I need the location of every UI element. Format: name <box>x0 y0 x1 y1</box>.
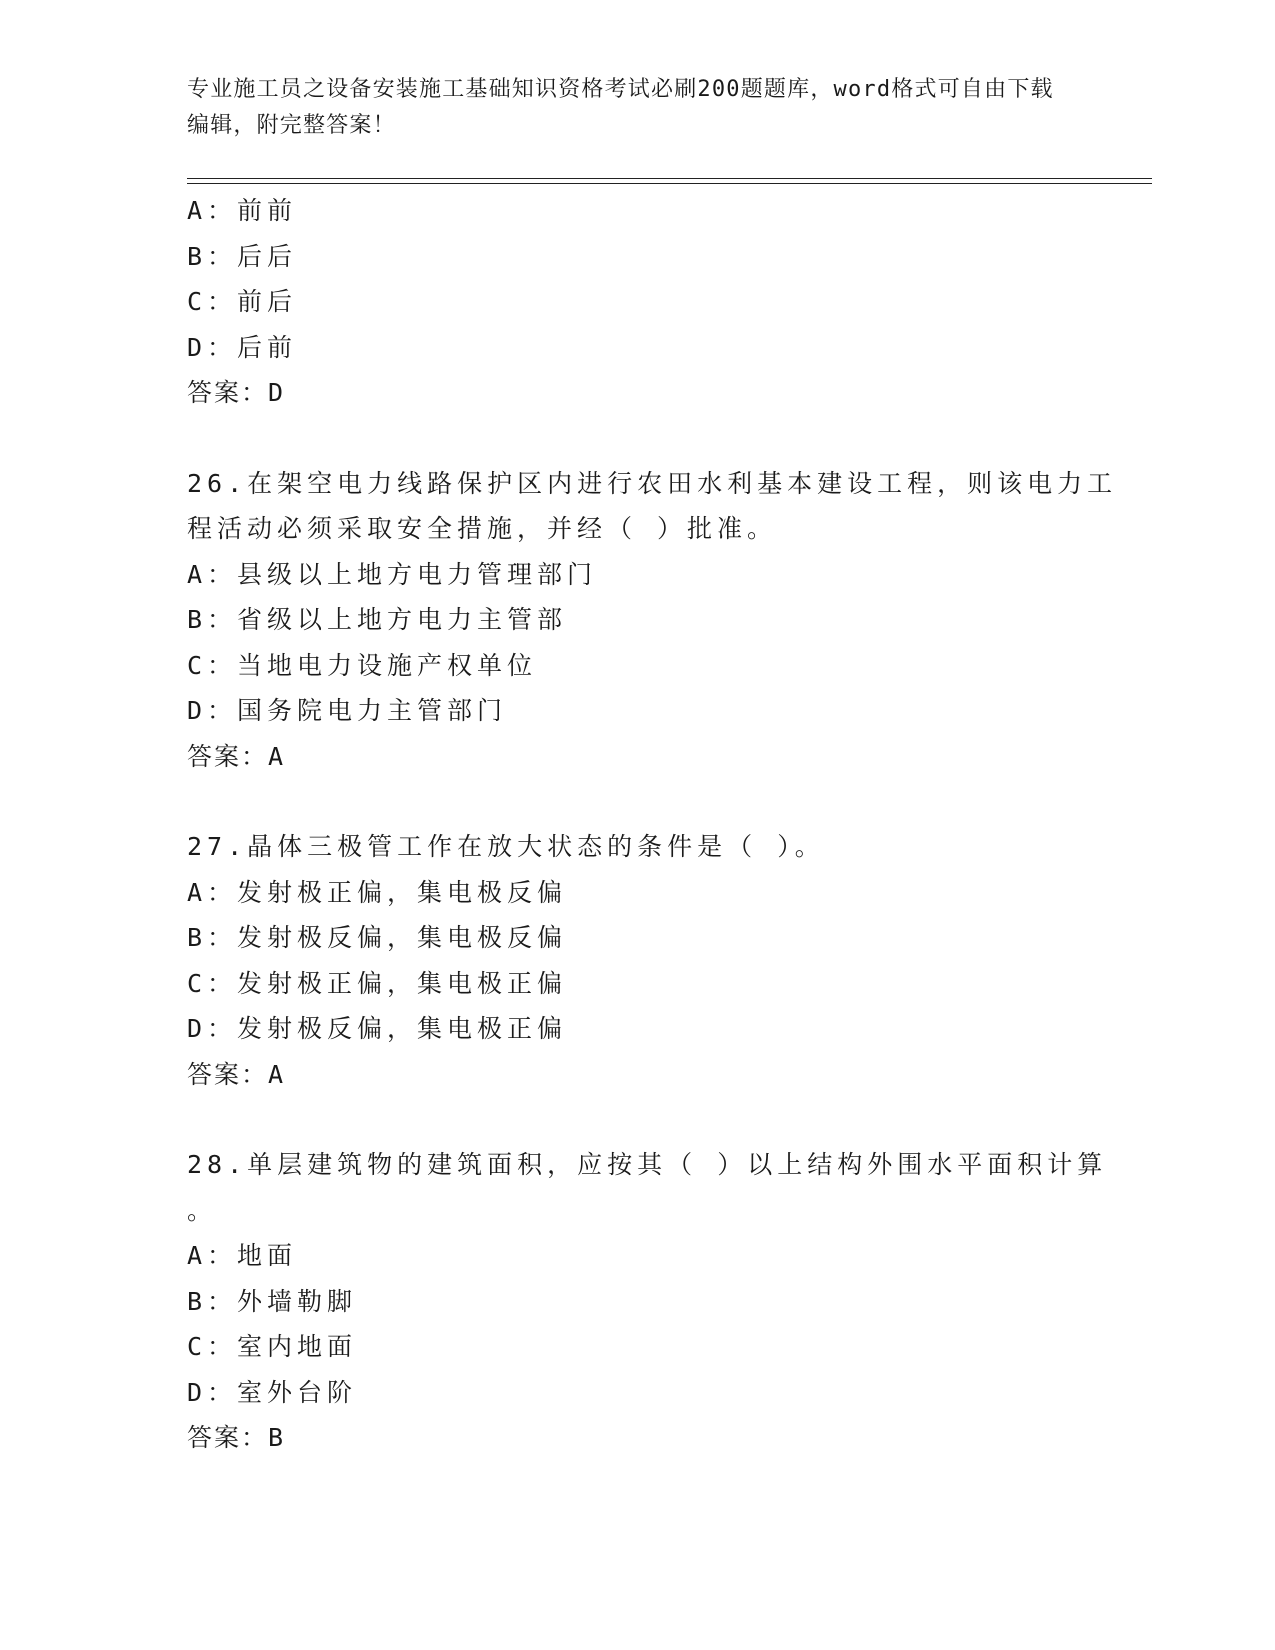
question-block <box>187 1142 1108 1461</box>
header-divider-bottom <box>187 183 1152 184</box>
question-stem: 。 <box>187 1195 218 1225</box>
header-divider-top <box>187 178 1152 179</box>
option-b: B：外墙勒脚 <box>187 1286 358 1316</box>
answer: 答案：D <box>187 378 286 407</box>
option-c: C：前后 <box>187 287 298 316</box>
option-c: C：发射极正偏，集电极正偏 <box>187 968 568 998</box>
answer: 答案：A <box>187 741 286 771</box>
question-block <box>187 188 1087 416</box>
question-block <box>187 824 1087 1097</box>
option-d: D：室外台阶 <box>187 1377 358 1407</box>
question-stem: 26.在架空电力线路保护区内进行农田水利基本建设工程，则该电力工 <box>187 468 1118 498</box>
option-a: A：地面 <box>187 1241 298 1270</box>
question-stem: 27.晶体三极管工作在放大状态的条件是（ ）。 <box>187 832 825 861</box>
question-stem: 程活动必须采取安全措施，并经（ ）批准。 <box>187 514 778 543</box>
option-a: A：前前 <box>187 196 298 225</box>
option-c: C：当地电力设施产权单位 <box>187 650 538 680</box>
answer: 答案：B <box>187 1423 286 1452</box>
spacer <box>187 416 1087 461</box>
option-d: D：发射极反偏，集电极正偏 <box>187 1014 568 1043</box>
option-c: C：室内地面 <box>187 1332 358 1361</box>
question-list <box>187 188 1118 1461</box>
option-d: D：国务院电力主管部门 <box>187 696 508 725</box>
option-d: D：后前 <box>187 332 298 362</box>
option-a: A：发射极正偏，集电极反偏 <box>187 877 568 907</box>
question-block <box>187 461 1118 780</box>
document-header: 专业施工员之设备安装施工基础知识资格考试必刷200题题库，word格式可自由下载编辑，附完整答案！ <box>187 77 1054 138</box>
spacer <box>187 1097 1087 1142</box>
question-stem: 28.单层建筑物的建筑面积，应按其（ ）以上结构外围水平面积计算 <box>187 1150 1108 1179</box>
option-a: A：县级以上地方电力管理部门 <box>187 559 598 589</box>
option-b: B：发射极反偏，集电极反偏 <box>187 923 568 952</box>
answer: 答案：A <box>187 1059 286 1089</box>
option-b: B：省级以上地方电力主管部 <box>187 605 568 634</box>
option-b: B：后后 <box>187 241 298 271</box>
spacer <box>187 779 1087 824</box>
